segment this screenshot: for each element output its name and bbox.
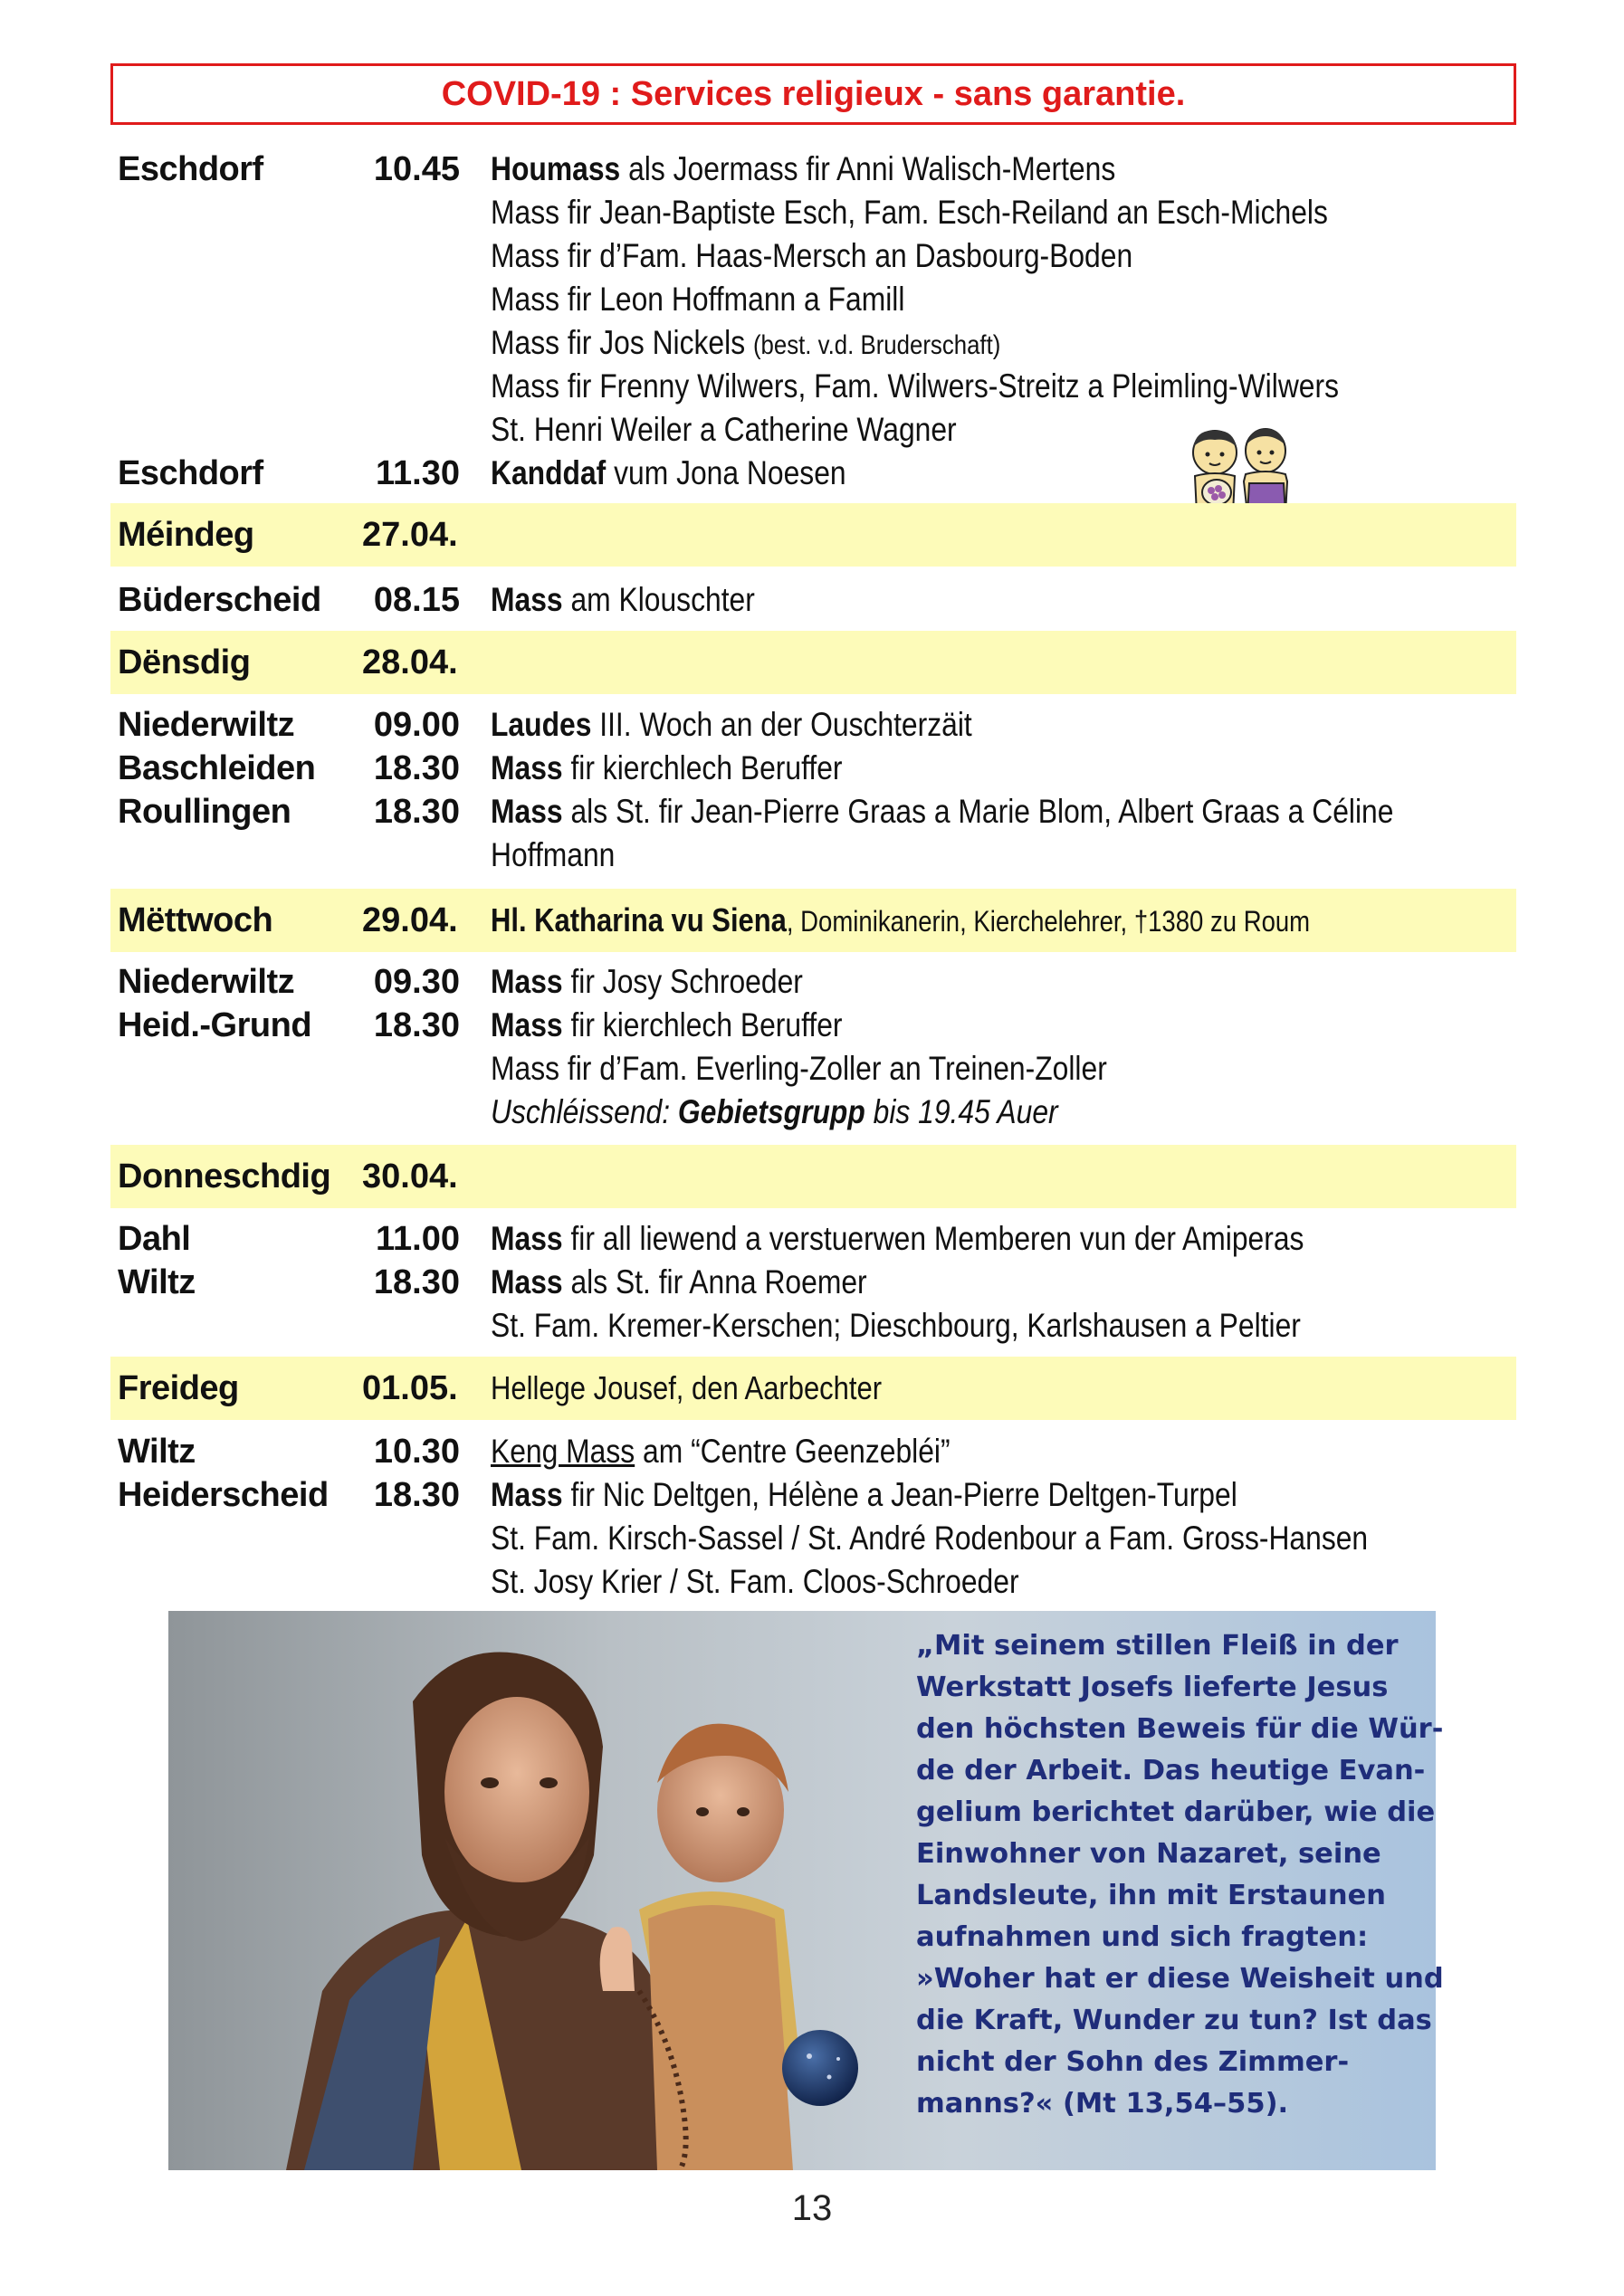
place-name: Büderscheid bbox=[118, 581, 321, 619]
day-header bbox=[110, 503, 1516, 567]
service-time: 18.30 bbox=[373, 1476, 460, 1514]
day-name: Mëttwoch bbox=[118, 901, 273, 939]
place-name: Niederwiltz bbox=[118, 963, 295, 1001]
service-time: 09.00 bbox=[373, 706, 460, 744]
service-row bbox=[110, 960, 1516, 1004]
service-time: 09.30 bbox=[373, 963, 460, 1001]
service-description: Uschléissend: Gebietsgrupp bis 19.45 Auer bbox=[491, 1093, 1058, 1130]
service-row bbox=[110, 1304, 1516, 1348]
service-row bbox=[110, 578, 1516, 622]
service-description: Houmass als Joermass fir Anni Walisch-Mertens bbox=[491, 150, 1116, 187]
service-row bbox=[110, 1004, 1516, 1047]
service-row bbox=[110, 1261, 1516, 1304]
service-row bbox=[110, 408, 1516, 452]
service-description: Mass fir kierchlech Beruffer bbox=[491, 1006, 843, 1043]
place-name: Wiltz bbox=[118, 1263, 196, 1301]
day-header bbox=[110, 631, 1516, 694]
service-row bbox=[110, 1091, 1516, 1134]
day-date: 01.05. bbox=[362, 1369, 458, 1407]
service-time: 10.45 bbox=[373, 150, 460, 188]
service-description: St. Josy Krier / St. Fam. Cloos-Schroeder bbox=[491, 1563, 1019, 1600]
service-row bbox=[110, 1217, 1516, 1261]
service-description: Laudes III. Woch an der Ouschterzäit bbox=[491, 706, 972, 743]
service-row bbox=[110, 1473, 1516, 1517]
service-description: Mass fir Leon Hoffmann a Famill bbox=[491, 281, 905, 318]
place-name: Eschdorf bbox=[118, 150, 263, 188]
day-header bbox=[110, 1145, 1516, 1208]
service-row bbox=[110, 834, 1516, 877]
day-name: Méindeg bbox=[118, 516, 254, 554]
place-name: Niederwiltz bbox=[118, 706, 295, 744]
feast-note: Hl. Katharina vu Siena, Dominikanerin, Kierchelehrer, †1380 zu Roum bbox=[491, 901, 1311, 938]
service-row bbox=[110, 703, 1516, 747]
service-row bbox=[110, 747, 1516, 790]
service-description: Keng Mass am “Centre Geenzebléi” bbox=[491, 1433, 951, 1470]
service-time: 08.15 bbox=[373, 581, 460, 619]
service-row bbox=[110, 1517, 1516, 1560]
service-time: 11.30 bbox=[376, 454, 460, 492]
service-description: Mass fir kierchlech Beruffer bbox=[491, 749, 843, 786]
place-name: Eschdorf bbox=[118, 454, 263, 492]
service-time: 18.30 bbox=[373, 793, 460, 831]
day-date: 28.04. bbox=[362, 643, 458, 681]
day-date: 27.04. bbox=[362, 516, 458, 554]
service-description: Mass fir Jos Nickels (best. v.d. Bruderschaft) bbox=[491, 324, 1001, 361]
service-description: Mass am Klouschter bbox=[491, 581, 755, 618]
service-row bbox=[110, 278, 1516, 321]
place-name: Heiderscheid bbox=[118, 1476, 329, 1514]
service-description: Mass fir Frenny Wilwers, Fam. Wilwers-Streitz a Pleimling-Wilwers bbox=[491, 367, 1339, 405]
service-row bbox=[110, 1560, 1516, 1604]
service-description: Mass fir d’Fam. Haas-Mersch an Dasbourg-Boden bbox=[491, 237, 1133, 274]
service-description: Mass fir Josy Schroeder bbox=[491, 963, 803, 1000]
place-name: Dahl bbox=[118, 1220, 191, 1258]
service-row bbox=[110, 1430, 1516, 1473]
day-date: 30.04. bbox=[362, 1158, 458, 1196]
service-description: Mass fir d’Fam. Everling-Zoller an Treinen-Zoller bbox=[491, 1050, 1107, 1087]
service-description: St. Henri Weiler a Catherine Wagner bbox=[491, 411, 957, 448]
day-name: Freideg bbox=[118, 1369, 239, 1407]
service-description: St. Fam. Kremer-Kerschen; Dieschbourg, Karlshausen a Peltier bbox=[491, 1307, 1301, 1344]
service-description: Mass als St. fir Anna Roemer bbox=[491, 1263, 867, 1300]
service-row bbox=[110, 148, 1516, 191]
place-name: Heid.-Grund bbox=[118, 1006, 312, 1044]
service-time: 18.30 bbox=[373, 1006, 460, 1044]
service-time: 11.00 bbox=[376, 1220, 460, 1258]
day-name: Donneschdig bbox=[118, 1158, 331, 1196]
service-description: Kanddaf vum Jona Noesen bbox=[491, 454, 846, 491]
service-row bbox=[110, 1047, 1516, 1091]
place-name: Baschleiden bbox=[118, 749, 316, 787]
service-row bbox=[110, 790, 1516, 834]
service-time: 18.30 bbox=[373, 749, 460, 787]
service-description: St. Fam. Kirsch-Sassel / St. André Rodenbour a Fam. Gross-Hansen bbox=[491, 1520, 1369, 1557]
place-name: Wiltz bbox=[118, 1433, 196, 1471]
service-description: Mass fir Jean-Baptiste Esch, Fam. Esch-Reiland an Esch-Michels bbox=[491, 194, 1328, 231]
service-row bbox=[110, 191, 1516, 234]
service-description: Mass fir all liewend a verstuerwen Memberen vun der Amiperas bbox=[491, 1220, 1304, 1257]
place-name: Roullingen bbox=[118, 793, 291, 831]
service-time: 10.30 bbox=[373, 1433, 460, 1471]
feast-note: Hellege Jousef, den Aarbechter bbox=[491, 1369, 883, 1406]
service-row bbox=[110, 365, 1516, 408]
service-time: 18.30 bbox=[373, 1263, 460, 1301]
service-description: Mass fir Nic Deltgen, Hélène a Jean-Pierre Deltgen-Turpel bbox=[491, 1476, 1237, 1513]
day-header bbox=[110, 889, 1516, 952]
page-number: 13 bbox=[791, 2188, 833, 2228]
covid-banner: COVID-19 : Services religieux - sans garantie. bbox=[110, 63, 1516, 125]
service-description: Mass als St. fir Jean-Pierre Graas a Marie Blom, Albert Graas a Céline bbox=[491, 793, 1394, 830]
service-row bbox=[110, 321, 1516, 365]
service-row bbox=[110, 452, 1516, 495]
day-name: Dënsdig bbox=[118, 643, 251, 681]
day-header bbox=[110, 1357, 1516, 1420]
scripture-quote: „Mit seinem stillen Fleiß in der Werkstatt Josefs lieferte Jesus den höchsten Beweis für die Wür- de der Arbeit. Das heutige Evan- gelium berichtet darüber, wie die Einwohner von Nazaret, seine Landsleute, ihn mit Erstaunen aufnahmen und sich fragten: »Woher hat er diese Weisheit und die Kraft, Wunder zu tun? Ist das nicht der Sohn des Zimmer- manns?« (Mt 13,54–55). bbox=[916, 1630, 1444, 2120]
day-date: 29.04. bbox=[362, 901, 458, 939]
service-description: Hoffmann bbox=[491, 836, 616, 873]
service-row bbox=[110, 234, 1516, 278]
